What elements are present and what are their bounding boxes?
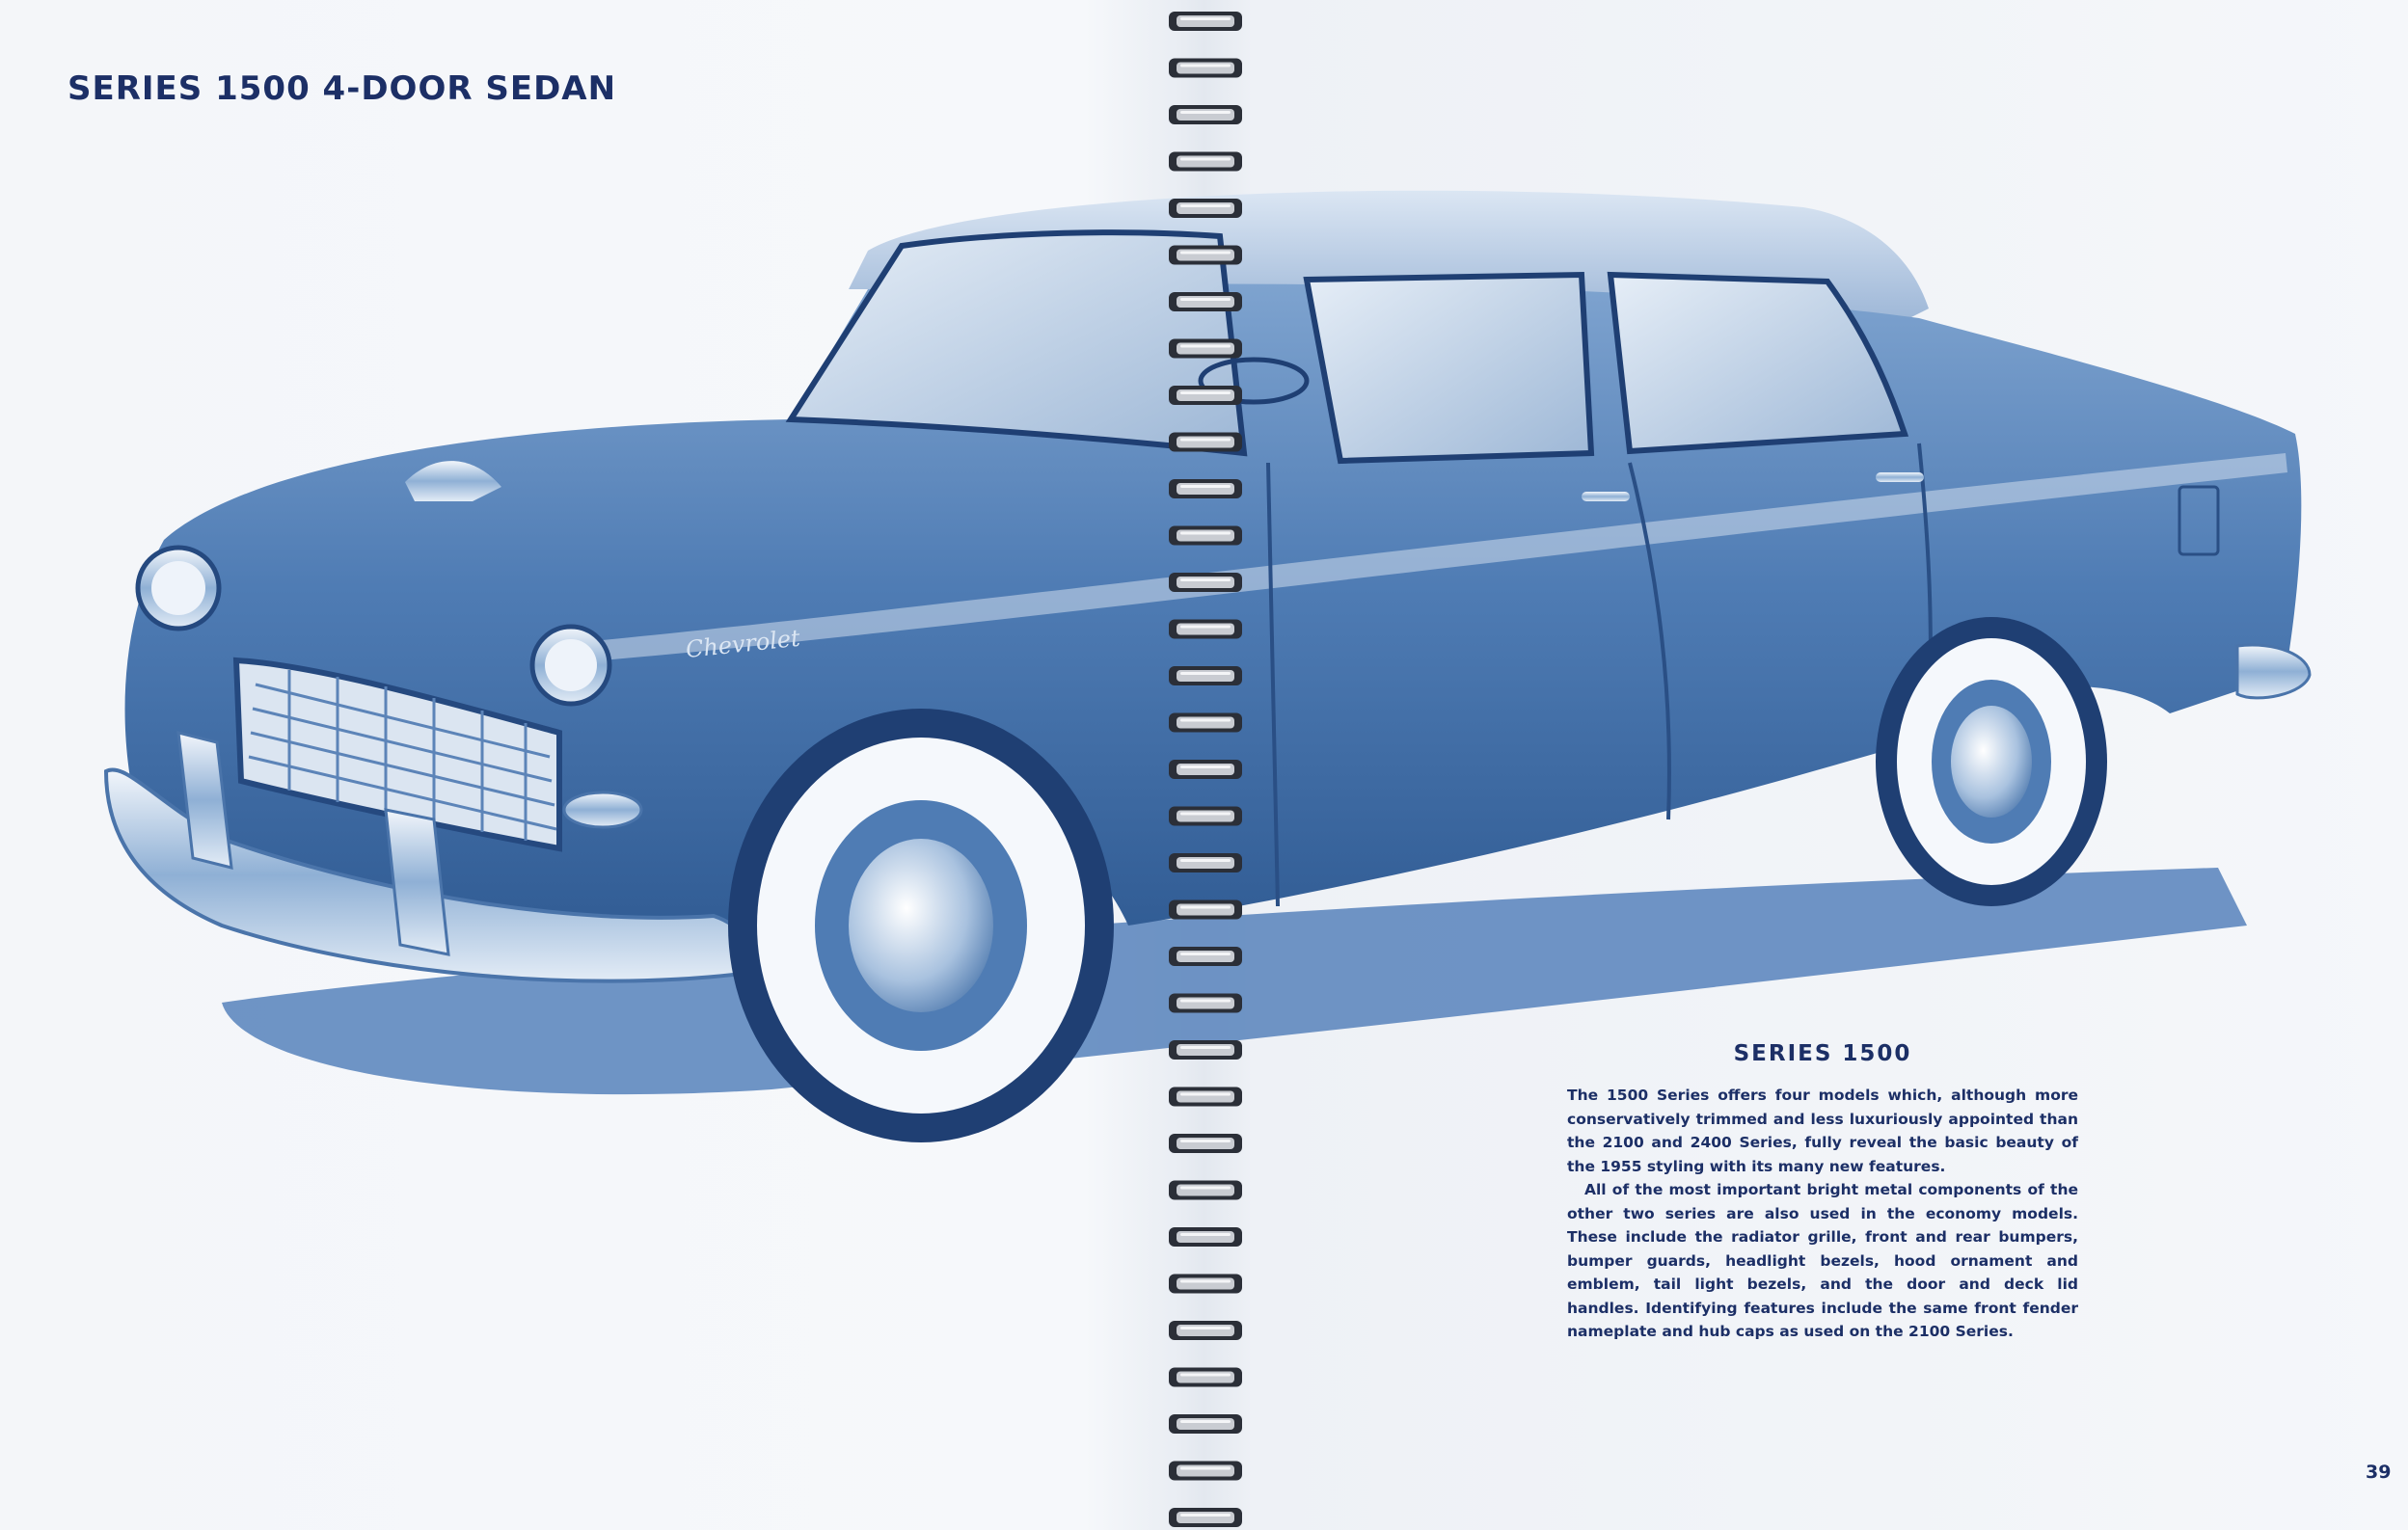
binding-coil (1169, 573, 1242, 592)
binding-coil (1169, 1414, 1242, 1434)
binding-coil (1169, 386, 1242, 405)
binding-coil (1169, 666, 1242, 685)
page-number: 39 (2366, 1462, 2392, 1483)
binding-coil (1169, 900, 1242, 920)
binding-coil (1169, 1087, 1242, 1107)
binding-coil (1169, 433, 1242, 452)
binding-coil (1169, 1181, 1242, 1200)
binding-coil (1169, 947, 1242, 966)
binding-coil (1169, 1040, 1242, 1060)
binding-coil (1169, 105, 1242, 124)
binding-coil (1169, 760, 1242, 779)
binding-coil (1169, 1508, 1242, 1527)
binding-coil (1169, 1368, 1242, 1387)
binding-coil (1169, 152, 1242, 172)
binding-coil (1169, 1275, 1242, 1294)
binding-coil (1169, 1227, 1242, 1247)
binding-coil (1169, 526, 1242, 546)
binding-coil (1169, 292, 1242, 311)
spiral-binding (1157, 0, 1254, 1530)
binding-coil (1169, 807, 1242, 826)
binding-coil (1169, 1321, 1242, 1340)
body-text (1567, 1084, 2078, 1344)
binding-coil (1169, 199, 1242, 218)
binding-coil (1169, 713, 1242, 733)
paragraph: The 1500 Series offers four models which, although more conservatively trimmed and less luxuriously appointed than the 2100 and 2400 Series, fully reveal the basic beauty of the 1955 styling with its many new features. (1567, 1087, 2078, 1175)
paragraph: All of the most important bright metal components of the other two series are also used in the economy models. These include the radiator grille, front and rear bumpers, bumper guards, headlight bezels, hood ornament and emblem, tail light bezels, and the door and deck lid handles. Identifying features include the same front fender nameplate and hub caps as used on the 2100 Series. (1567, 1181, 2078, 1340)
binding-coil (1169, 59, 1242, 78)
section-heading: SERIES 1500 (1733, 1041, 1912, 1066)
fender-nameplate: Chevrolet (684, 624, 802, 663)
series-description (1567, 1041, 2078, 1344)
binding-coil (1169, 853, 1242, 872)
binding-coil (1169, 1134, 1242, 1153)
binding-coil (1169, 620, 1242, 639)
page-title: SERIES 1500 4-DOOR SEDAN (68, 69, 617, 108)
binding-coil (1169, 12, 1242, 31)
binding-coil (1169, 246, 1242, 265)
binding-coil (1169, 479, 1242, 498)
binding-coil (1169, 994, 1242, 1013)
binding-coil (1169, 339, 1242, 359)
binding-coil (1169, 1462, 1242, 1481)
